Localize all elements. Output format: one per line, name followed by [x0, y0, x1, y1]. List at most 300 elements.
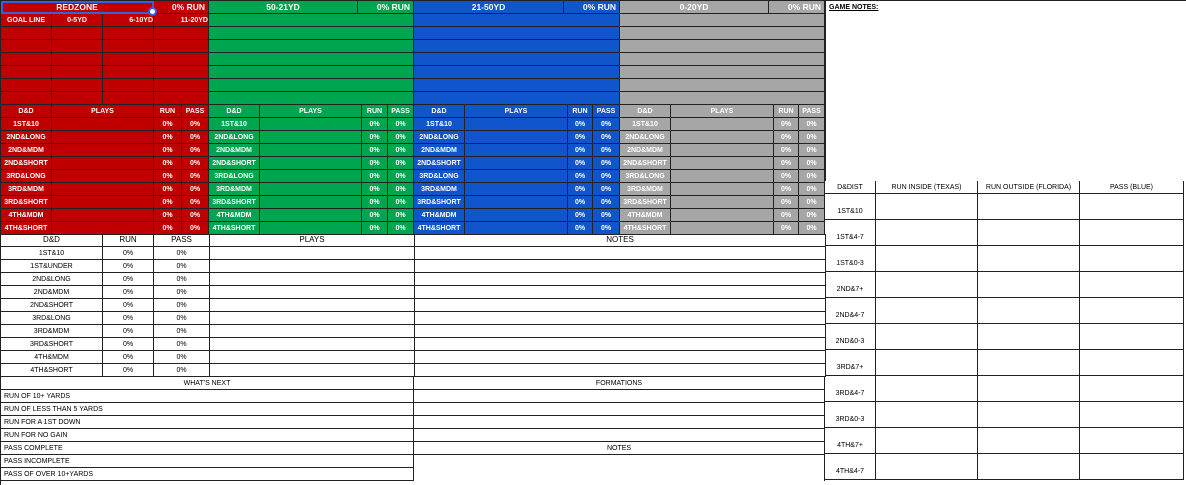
run-outside-cell[interactable]: [978, 402, 1080, 428]
play-cell[interactable]: [260, 196, 362, 209]
run-pct-label: RUN: [391, 1, 410, 12]
down-distance-label: 3RD&MDM: [1, 183, 52, 196]
run-pct: 0%: [568, 209, 593, 222]
notes-cell[interactable]: [415, 325, 826, 338]
run-outside-cell[interactable]: [978, 376, 1080, 402]
zone-play-cell[interactable]: [1, 66, 52, 79]
pass-pct: 0%: [799, 144, 825, 157]
col-header-dd: D&D: [620, 105, 671, 118]
zone-title[interactable]: 21-50YD: [414, 1, 564, 14]
run-pct-label: RUN: [802, 1, 821, 12]
zone-play-cell[interactable]: [414, 40, 620, 53]
play-cell[interactable]: [210, 312, 415, 325]
play-cell[interactable]: [52, 131, 154, 144]
notes-cell[interactable]: [415, 338, 826, 351]
play-cell[interactable]: [465, 183, 568, 196]
down-distance-label: 1ST&10: [825, 194, 876, 220]
run-pct: 0%: [362, 170, 388, 183]
run-inside-cell[interactable]: [876, 402, 978, 428]
pass-pct: 0%: [593, 144, 620, 157]
down-distance-label: 4TH&SHORT: [209, 222, 260, 235]
zone-play-cell[interactable]: [154, 66, 209, 79]
zone-run-pct: [358, 1, 414, 14]
run-inside-cell[interactable]: [876, 220, 978, 246]
run-inside-cell[interactable]: [876, 376, 978, 402]
run-inside-cell[interactable]: [876, 194, 978, 220]
zone-play-cell[interactable]: [209, 66, 414, 79]
pass-cell[interactable]: [1080, 454, 1184, 480]
grid: [414, 105, 620, 235]
pass-pct: 0%: [182, 118, 209, 131]
run-inside-cell[interactable]: [876, 324, 978, 350]
run-pct: 0%: [568, 183, 593, 196]
play-cell[interactable]: [210, 338, 415, 351]
formation-cell[interactable]: [414, 416, 825, 429]
col-header-plays: PLAYS: [465, 105, 568, 118]
zone-play-cell[interactable]: [620, 92, 825, 105]
zone-play-cell[interactable]: [209, 92, 414, 105]
down-distance-label: 4TH&4-7: [825, 454, 876, 480]
pass-pct: 0%: [182, 170, 209, 183]
down-distance-label: 3RD&SHORT: [209, 196, 260, 209]
pass-pct: 0%: [388, 222, 414, 235]
pass-pct: 0%: [182, 209, 209, 222]
col-header-pass: PASS: [388, 105, 414, 118]
grid: [825, 181, 1184, 480]
col-header-notes: NOTES: [415, 234, 826, 247]
zone-play-cell[interactable]: [620, 53, 825, 66]
run-pct: 0%: [154, 183, 182, 196]
zone-play-cell[interactable]: [620, 79, 825, 92]
whats-next-item[interactable]: PASS COMPLETE: [1, 442, 414, 455]
down-distance-label: 4TH&SHORT: [414, 222, 465, 235]
down-distance-label: 2ND&MDM: [209, 144, 260, 157]
run-pct: 0%: [362, 131, 388, 144]
zone-play-cell[interactable]: [209, 14, 414, 27]
play-cell[interactable]: [210, 247, 415, 260]
run-inside-cell[interactable]: [876, 272, 978, 298]
play-cell[interactable]: [210, 364, 415, 377]
play-cell[interactable]: [210, 273, 415, 286]
run-pct: 0%: [774, 222, 799, 235]
zone-run-pct: [769, 1, 825, 14]
sub-header-6-10yd: 6-10YD: [103, 14, 154, 27]
down-distance-label: 4TH&MDM: [1, 351, 103, 364]
zone-play-cell[interactable]: [103, 79, 154, 92]
pass-pct: 0%: [154, 364, 210, 377]
run-pct: 0%: [362, 118, 388, 131]
run-outside-cell[interactable]: [978, 194, 1080, 220]
run-pct: 0%: [154, 170, 182, 183]
run-pct: 0%: [568, 118, 593, 131]
zone-play-cell[interactable]: [154, 40, 209, 53]
run-pct: 0%: [103, 364, 154, 377]
notes-cell[interactable]: [415, 286, 826, 299]
pass-pct: 0%: [154, 325, 210, 338]
grid: [1, 377, 414, 481]
run-pct-label: RUN: [597, 1, 616, 12]
run-pct: 0%: [154, 209, 182, 222]
play-cell[interactable]: [260, 183, 362, 196]
pass-pct: 0%: [182, 222, 209, 235]
notes-cell[interactable]: [415, 364, 826, 377]
run-outside-cell[interactable]: [978, 454, 1080, 480]
zone-run-pct: [564, 1, 620, 14]
zone-play-cell[interactable]: [414, 53, 620, 66]
play-cell[interactable]: [210, 260, 415, 273]
pass-pct: 0%: [593, 157, 620, 170]
col-header-pass: PASS: [182, 105, 209, 118]
zone-play-cell[interactable]: [620, 40, 825, 53]
zone-play-cell[interactable]: [103, 40, 154, 53]
down-distance-label: 2ND&4-7: [825, 298, 876, 324]
pass-cell[interactable]: [1080, 376, 1184, 402]
pass-pct: 0%: [799, 170, 825, 183]
play-cell[interactable]: [260, 144, 362, 157]
run-pct: 0%: [103, 312, 154, 325]
pass-cell[interactable]: [1080, 350, 1184, 376]
run-pct: 0%: [568, 131, 593, 144]
down-distance-label: 2ND&LONG: [1, 273, 103, 286]
pass-pct: 0%: [593, 222, 620, 235]
run-pct: 0%: [568, 170, 593, 183]
down-distance-label: 3RD&SHORT: [620, 196, 671, 209]
play-cell[interactable]: [671, 170, 774, 183]
run-inside-cell[interactable]: [876, 298, 978, 324]
zone-title[interactable]: 50-21YD: [209, 1, 358, 14]
pass-pct: 0%: [388, 196, 414, 209]
zone-run-pct: [154, 1, 209, 14]
pass-pct: 0%: [799, 183, 825, 196]
play-cell[interactable]: [52, 196, 154, 209]
zone-play-cell[interactable]: [1, 40, 52, 53]
run-pct: 0%: [154, 222, 182, 235]
run-pct: 0%: [774, 131, 799, 144]
down-distance-label: 4TH&SHORT: [620, 222, 671, 235]
zone-title[interactable]: 0-20YD: [620, 1, 769, 14]
col-header-pass: PASS: [799, 105, 825, 118]
play-cell[interactable]: [465, 144, 568, 157]
play-cell[interactable]: [465, 170, 568, 183]
down-distance-label: 3RD&LONG: [1, 312, 103, 325]
play-cell[interactable]: [671, 118, 774, 131]
zone-play-cell[interactable]: [154, 79, 209, 92]
col-header-run-inside: RUN INSIDE (TEXAS): [876, 181, 978, 194]
zone-play-cell[interactable]: [154, 53, 209, 66]
run-pct: 0%: [568, 196, 593, 209]
play-cell[interactable]: [52, 170, 154, 183]
zone-play-cell[interactable]: [620, 14, 825, 27]
pass-pct: 0%: [154, 338, 210, 351]
run-pct: 0%: [362, 183, 388, 196]
col-header-dd: D&D: [1, 234, 103, 247]
play-cell[interactable]: [260, 131, 362, 144]
run-outside-cell[interactable]: [978, 324, 1080, 350]
pass-pct: 0%: [799, 131, 825, 144]
zone-play-cell[interactable]: [414, 27, 620, 40]
down-distance-label: 3RD&LONG: [414, 170, 465, 183]
pass-pct: 0%: [154, 299, 210, 312]
down-distance-label: 4TH&SHORT: [1, 222, 52, 235]
run-pct: 0%: [154, 131, 182, 144]
notes-cell[interactable]: [415, 260, 826, 273]
down-distance-label: 1ST&10: [1, 247, 103, 260]
zone-play-cell[interactable]: [1, 92, 52, 105]
run-pct: 0%: [103, 325, 154, 338]
down-distance-label: 2ND&LONG: [209, 131, 260, 144]
zone-play-cell[interactable]: [414, 14, 620, 27]
run-pct-value: 0%: [787, 1, 801, 12]
down-distance-label: 1ST&10: [209, 118, 260, 131]
col-header-run: RUN: [103, 234, 154, 247]
play-cell[interactable]: [465, 157, 568, 170]
grid: [414, 1, 620, 105]
pass-pct: 0%: [388, 209, 414, 222]
zone-play-cell[interactable]: [209, 27, 414, 40]
down-distance-label: 2ND&LONG: [414, 131, 465, 144]
run-inside-cell[interactable]: [876, 350, 978, 376]
notes-title: NOTES: [414, 442, 825, 455]
down-distance-label: 1ST&0-3: [825, 246, 876, 272]
run-pct: 0%: [103, 260, 154, 273]
run-pct: 0%: [774, 183, 799, 196]
down-distance-label: 3RD&MDM: [209, 183, 260, 196]
play-cell[interactable]: [260, 209, 362, 222]
run-inside-cell[interactable]: [876, 246, 978, 272]
zone-play-cell[interactable]: [52, 79, 103, 92]
pass-cell[interactable]: [1080, 272, 1184, 298]
grid: [620, 105, 825, 235]
play-cell[interactable]: [465, 131, 568, 144]
pass-pct: 0%: [154, 247, 210, 260]
zone-play-cell[interactable]: [1, 27, 52, 40]
sub-header-11-20yd: 11-20YD: [154, 14, 209, 27]
whats-next-item[interactable]: RUN FOR NO GAIN: [1, 429, 414, 442]
formation-cell[interactable]: [414, 390, 825, 403]
play-cell[interactable]: [210, 325, 415, 338]
pass-pct: 0%: [799, 209, 825, 222]
sub-header-goal-line: GOAL LINE: [1, 14, 52, 27]
pass-pct: 0%: [388, 157, 414, 170]
play-cell[interactable]: [671, 209, 774, 222]
zone-play-cell[interactable]: [154, 27, 209, 40]
zone-play-cell[interactable]: [103, 66, 154, 79]
run-outside-cell[interactable]: [978, 272, 1080, 298]
play-cell[interactable]: [52, 144, 154, 157]
zone-play-cell[interactable]: [414, 79, 620, 92]
pass-pct: 0%: [388, 118, 414, 131]
run-inside-cell[interactable]: [876, 454, 978, 480]
game-notes-label: GAME NOTES:: [829, 4, 879, 11]
run-outside-cell[interactable]: [978, 246, 1080, 272]
run-pct: 0%: [774, 118, 799, 131]
run-pct: 0%: [774, 157, 799, 170]
zone-play-cell[interactable]: [620, 66, 825, 79]
formation-cell[interactable]: [414, 429, 825, 442]
down-distance-label: 3RD&SHORT: [1, 338, 103, 351]
run-outside-cell[interactable]: [978, 220, 1080, 246]
pass-pct: 0%: [182, 157, 209, 170]
play-cell[interactable]: [260, 118, 362, 131]
zone-play-cell[interactable]: [103, 27, 154, 40]
col-header-pass: PASS (BLUE): [1080, 181, 1184, 194]
zone-play-cell[interactable]: [103, 92, 154, 105]
pass-pct: 0%: [154, 286, 210, 299]
pass-cell[interactable]: [1080, 246, 1184, 272]
down-distance-label: 4TH&MDM: [414, 209, 465, 222]
pass-pct: 0%: [182, 131, 209, 144]
notes-cell[interactable]: [414, 455, 825, 481]
notes-cell[interactable]: [415, 273, 826, 286]
run-pct-value: 0%: [171, 1, 185, 12]
zone-play-cell[interactable]: [52, 66, 103, 79]
down-distance-label: 1ST&10: [1, 118, 52, 131]
down-distance-label: 1ST&4-7: [825, 220, 876, 246]
down-distance-label: 4TH&SHORT: [1, 364, 103, 377]
notes-cell[interactable]: [415, 312, 826, 325]
col-header-run-outside: RUN OUTSIDE (FLORIDA): [978, 181, 1080, 194]
notes-cell[interactable]: [415, 247, 826, 260]
zone-play-cell[interactable]: [209, 79, 414, 92]
pass-cell[interactable]: [1080, 428, 1184, 454]
play-cell[interactable]: [52, 183, 154, 196]
run-pct: 0%: [103, 299, 154, 312]
zone-play-cell[interactable]: [52, 27, 103, 40]
play-cell[interactable]: [671, 183, 774, 196]
col-header-run: RUN: [362, 105, 388, 118]
run-inside-cell[interactable]: [876, 428, 978, 454]
pass-pct: 0%: [593, 209, 620, 222]
play-cell[interactable]: [210, 286, 415, 299]
pass-cell[interactable]: [1080, 402, 1184, 428]
pass-pct: 0%: [593, 131, 620, 144]
notes-cell[interactable]: [415, 351, 826, 364]
down-distance-label: 2ND&LONG: [1, 131, 52, 144]
pass-pct: 0%: [182, 196, 209, 209]
zone-play-cell[interactable]: [414, 66, 620, 79]
pass-pct: 0%: [388, 144, 414, 157]
down-distance-label: 2ND&MDM: [1, 144, 52, 157]
play-cell[interactable]: [671, 131, 774, 144]
pass-cell[interactable]: [1080, 194, 1184, 220]
selection-handle[interactable]: [148, 7, 157, 16]
pass-cell[interactable]: [1080, 220, 1184, 246]
down-distance-label: 2ND&MDM: [414, 144, 465, 157]
down-distance-label: 2ND&0-3: [825, 324, 876, 350]
run-outside-cell[interactable]: [978, 298, 1080, 324]
play-cell[interactable]: [210, 351, 415, 364]
down-distance-label: 1ST&10: [620, 118, 671, 131]
run-pct: 0%: [774, 144, 799, 157]
down-distance-label: 3RD&SHORT: [1, 196, 52, 209]
zone-play-cell[interactable]: [209, 53, 414, 66]
run-pct-label: RUN: [186, 1, 205, 12]
run-pct: 0%: [103, 351, 154, 364]
pass-pct: 0%: [182, 183, 209, 196]
play-cell[interactable]: [671, 144, 774, 157]
notes-cell[interactable]: [415, 299, 826, 312]
run-pct: 0%: [154, 118, 182, 131]
zone-play-cell[interactable]: [52, 53, 103, 66]
col-header-run: RUN: [154, 105, 182, 118]
play-cell[interactable]: [671, 196, 774, 209]
run-pct: 0%: [103, 338, 154, 351]
down-distance-label: 2ND&MDM: [620, 144, 671, 157]
whats-next-item[interactable]: RUN FOR A 1ST DOWN: [1, 416, 414, 429]
down-distance-label: 4TH&MDM: [620, 209, 671, 222]
play-cell[interactable]: [260, 157, 362, 170]
col-header-pass: PASS: [593, 105, 620, 118]
down-distance-label: 2ND&LONG: [620, 131, 671, 144]
play-cell[interactable]: [260, 170, 362, 183]
run-pct: 0%: [362, 196, 388, 209]
play-cell[interactable]: [465, 209, 568, 222]
run-pct: 0%: [774, 209, 799, 222]
run-outside-cell[interactable]: [978, 428, 1080, 454]
run-outside-cell[interactable]: [978, 350, 1080, 376]
whats-next-item[interactable]: PASS INCOMPLETE: [1, 455, 414, 468]
game-notes-area[interactable]: [825, 1, 1185, 181]
whats-next-item[interactable]: PASS OF OVER 10+YARDS: [1, 468, 414, 481]
col-header-plays: PLAYS: [260, 105, 362, 118]
whats-next-item[interactable]: RUN OF 10+ YARDS: [1, 390, 414, 403]
pass-pct: 0%: [593, 170, 620, 183]
zone-play-cell[interactable]: [620, 27, 825, 40]
run-pct: 0%: [154, 196, 182, 209]
run-pct: 0%: [103, 286, 154, 299]
zone-play-cell[interactable]: [154, 92, 209, 105]
down-distance-label: 3RD&7+: [825, 350, 876, 376]
zone-play-cell[interactable]: [103, 53, 154, 66]
pass-pct: 0%: [799, 196, 825, 209]
pass-pct: 0%: [799, 118, 825, 131]
play-cell[interactable]: [671, 157, 774, 170]
run-pct: 0%: [568, 157, 593, 170]
down-distance-label: 4TH&MDM: [209, 209, 260, 222]
pass-pct: 0%: [154, 351, 210, 364]
pass-pct: 0%: [154, 260, 210, 273]
formation-cell[interactable]: [414, 403, 825, 416]
pass-pct: 0%: [593, 183, 620, 196]
col-header-plays: PLAYS: [210, 234, 415, 247]
run-pct: 0%: [362, 144, 388, 157]
zone-title[interactable]: REDZONE: [1, 1, 154, 14]
pass-cell[interactable]: [1080, 324, 1184, 350]
col-header-plays: PLAYS: [671, 105, 774, 118]
zone-play-cell[interactable]: [52, 92, 103, 105]
grid: [1, 234, 826, 377]
down-distance-label: 3RD&MDM: [620, 183, 671, 196]
play-cell[interactable]: [52, 209, 154, 222]
pass-pct: 0%: [799, 222, 825, 235]
col-header-dd: D&D: [209, 105, 260, 118]
zone-play-cell[interactable]: [52, 40, 103, 53]
down-distance-label: 2ND&SHORT: [1, 299, 103, 312]
zone-play-cell[interactable]: [209, 40, 414, 53]
play-cell[interactable]: [465, 196, 568, 209]
play-cell[interactable]: [52, 118, 154, 131]
pass-cell[interactable]: [1080, 298, 1184, 324]
run-pct: 0%: [774, 196, 799, 209]
zone-play-cell[interactable]: [1, 79, 52, 92]
whats-next-item[interactable]: RUN OF LESS THAN 5 YARDS: [1, 403, 414, 416]
zone-play-cell[interactable]: [1, 53, 52, 66]
zone-play-cell[interactable]: [414, 92, 620, 105]
play-cell[interactable]: [465, 118, 568, 131]
play-cell[interactable]: [52, 157, 154, 170]
down-distance-label: 2ND&MDM: [1, 286, 103, 299]
play-cell[interactable]: [210, 299, 415, 312]
